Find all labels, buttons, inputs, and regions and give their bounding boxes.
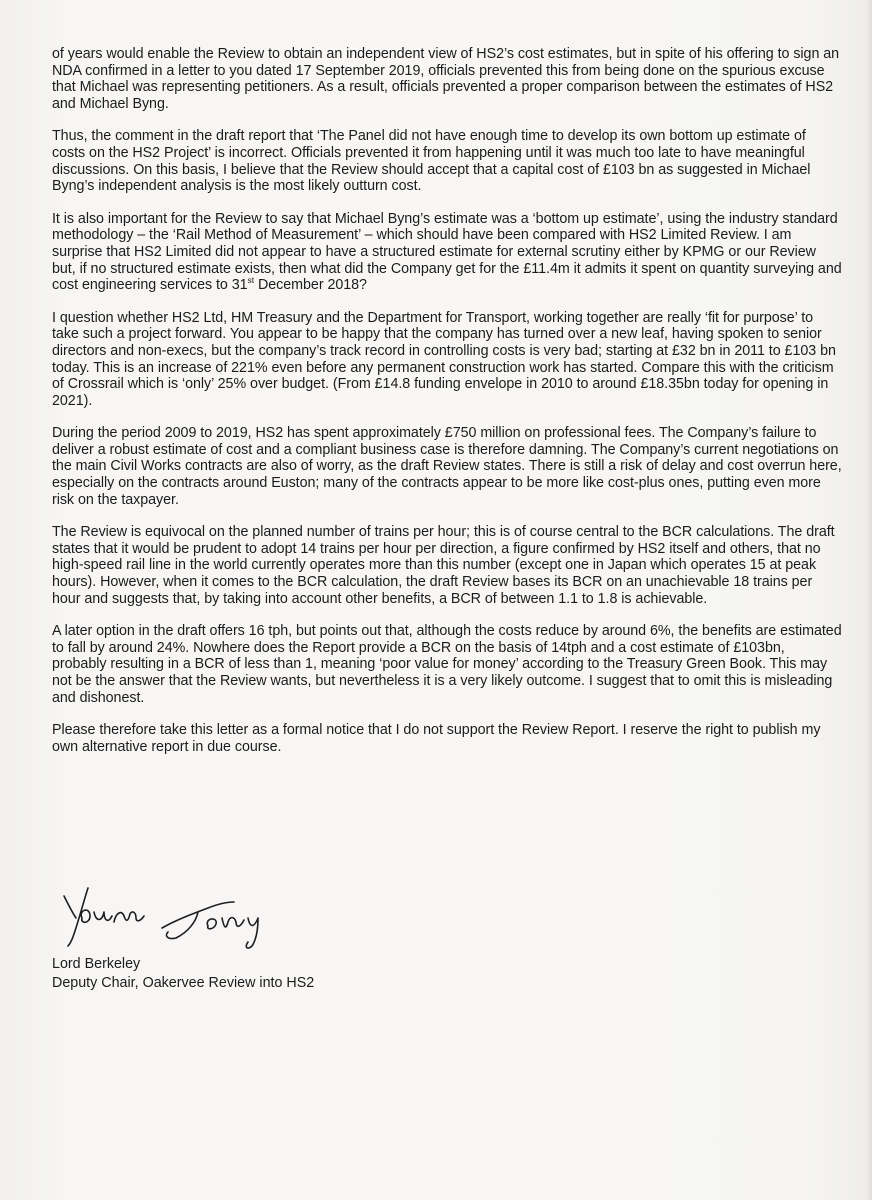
paragraph-hs2-cost-view: of years would enable the Review to obtain an independent view of HS2’s cost estimates, but in spite of his offering to sign an NDA confirmed in a letter to you dated 17 September 2019, officials prevented this from being done on the spurious excuse that Michael was representing petitioners. As a result, officials prevented a proper comparison between the estimates of HS2 and Michael Byng.: [52, 46, 840, 112]
paragraph-bottom-up-estimate: Thus, the comment in the draft report that ‘The Panel did not have enough time to develop its own bottom up estimate of costs on the HS2 Project’ is incorrect. Officials prevented it from happening until it was much too late to have meaningful discussions. On this basis, I believe that the Review should accept that a capital cost of £103 bn as suggested in Michael Byng’s independent analysis is the most likely outturn cost.: [52, 128, 811, 195]
paragraph-16-tph-option: A later option in the draft offers 16 tph, but points out that, although the costs reduce by around 6%, the benefits are estimated to fall by around 24%. Nowhere does the Report provide a BCR on the basis of 14tph and a cost estimate of £103bn, probably resulting in a BCR of less than 1, meaning ‘poor value for money’ according to the Treasury Green Book. This may not be the answer that the Review wants, but nevertheless it is a very likely outcome. I suggest that to omit this is misleading and dishonest.: [52, 623, 842, 706]
paragraph-trains-per-hour: The Review is equivocal on the planned number of trains per hour; this is of course central to the BCR calculations. The draft states that it would be prudent to adopt 14 trains per hour per direction, a figure confirmed by HS2 itself and others, that no high-speed rail line in the world currently operates more than this number (except one in Japan which operates 15 at peak hours). However, when it comes to the BCR calculation, the draft Review bases its BCR on an unachievable 18 trains per hour and suggests that, by taking into account other benefits, a BCR of between 1.1 to 1.8 is achievable.: [52, 524, 835, 607]
signatory-title: Deputy Chair, Oakervee Review into HS2: [52, 974, 315, 991]
paragraph-rail-method-text: It is also important for the Review to say that Michael Byng’s estimate was a ‘bottom up estimate’, using the industry standard methodology – the ‘Rail Method of Measurement’ – which should have been compared with HS2 Limited Review. I am surprise that HS2 Limited did not appear to have a structured estimate for external scrutiny either by KPMG or our Review but, if no structured estimate exists, then what did the Company get for the £11.4m it admits it spent on quantity surveying and cost engineering services to 31: [52, 210, 842, 294]
signoff-block: [52, 955, 314, 992]
letter-body: [52, 46, 842, 771]
paragraph-rail-method: [52, 211, 842, 294]
paragraph-rail-method-tail: December 2018?: [254, 277, 367, 294]
signatory-name: Lord Berkeley: [52, 956, 141, 972]
handwritten-signature: [58, 882, 298, 954]
paragraph-professional-fees: During the period 2009 to 2019, HS2 has spent approximately £750 million on professional fees. The Company’s failure to deliver a robust estimate of cost and a compliant business case is therefore damning. The Company’s current negotiations on the main Civil Works contracts are also of worry, as the draft Review states. There is still a risk of delay and cost overrun here, especially on the contracts around Euston; many of the contracts appear to be more like cost-plus ones, putting even more risk on the taxpayer.: [52, 425, 842, 508]
paragraph-fit-for-purpose: I question whether HS2 Ltd, HM Treasury and the Department for Transport, working together are really ‘fit for purpose’ to take such a project forward. You appear to be happy that the company has turned over a new leaf, having spoken to senior directors and non-execs, but the company’s track record in controlling costs is very bad; starting at £32 bn in 2011 to £103 bn today. This is an increase of 221% even before any permanent construction work has started. Compare this with the criticism of Crossrail which is ‘only’ 25% over budget. (From £14.8 funding envelope in 2010 to around £18.35bn today for opening in 2021).: [52, 309, 836, 409]
ordinal-superscript: st: [247, 275, 255, 286]
page-edge-shadow: [866, 0, 872, 1200]
paragraph-formal-notice: Please therefore take this letter as a formal notice that I do not support the Review Report. I reserve the right to publish my own alternative report in due course.: [52, 722, 821, 755]
